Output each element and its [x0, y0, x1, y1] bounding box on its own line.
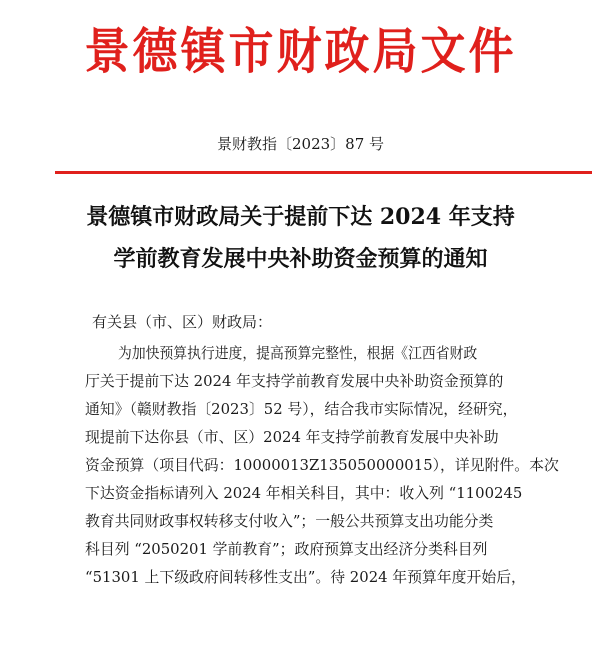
addressee: 有关县（市、区）财政局：: [92, 313, 273, 331]
body-line: 科目列 “2050201 学前教育”；政府预算支出经济分类科目列: [85, 540, 488, 558]
document-title-line-1: 景德镇市财政局关于提前下达 2024 年支持: [86, 204, 515, 230]
body-line: 厅关于提前下达 2024 年支持学前教育发展中央补助资金预算的: [85, 372, 504, 390]
red-divider-line: [55, 171, 592, 174]
document-masthead: 景德镇市财政局文件: [84, 22, 517, 81]
body-line: 资金预算（项目代码：10000013Z135050000015），详见附件。本次: [85, 456, 559, 474]
body-line: “51301 上下级政府间转移性支出”。待 2024 年预算年度开始后，: [85, 568, 526, 586]
body-line: 通知》（赣财教指〔2023〕52 号），结合我市实际情况，经研究，: [85, 400, 518, 418]
body-line: 教育共同财政事权转移支付收入”；一般公共预算支出功能分类: [85, 512, 494, 530]
body-line: 现提前下达你县（市、区）2024 年支持学前教育发展中央补助: [85, 428, 499, 446]
body-line: 下达资金指标请列入 2024 年相关科目，其中：收入列 “1100245: [85, 484, 523, 502]
body-line: 为加快预算执行进度，提高预算完整性，根据《江西省财政: [118, 344, 478, 362]
document-number: 景财教指〔2023〕87 号: [216, 135, 385, 153]
document-title-line-2: 学前教育发展中央补助资金预算的通知: [113, 246, 488, 272]
